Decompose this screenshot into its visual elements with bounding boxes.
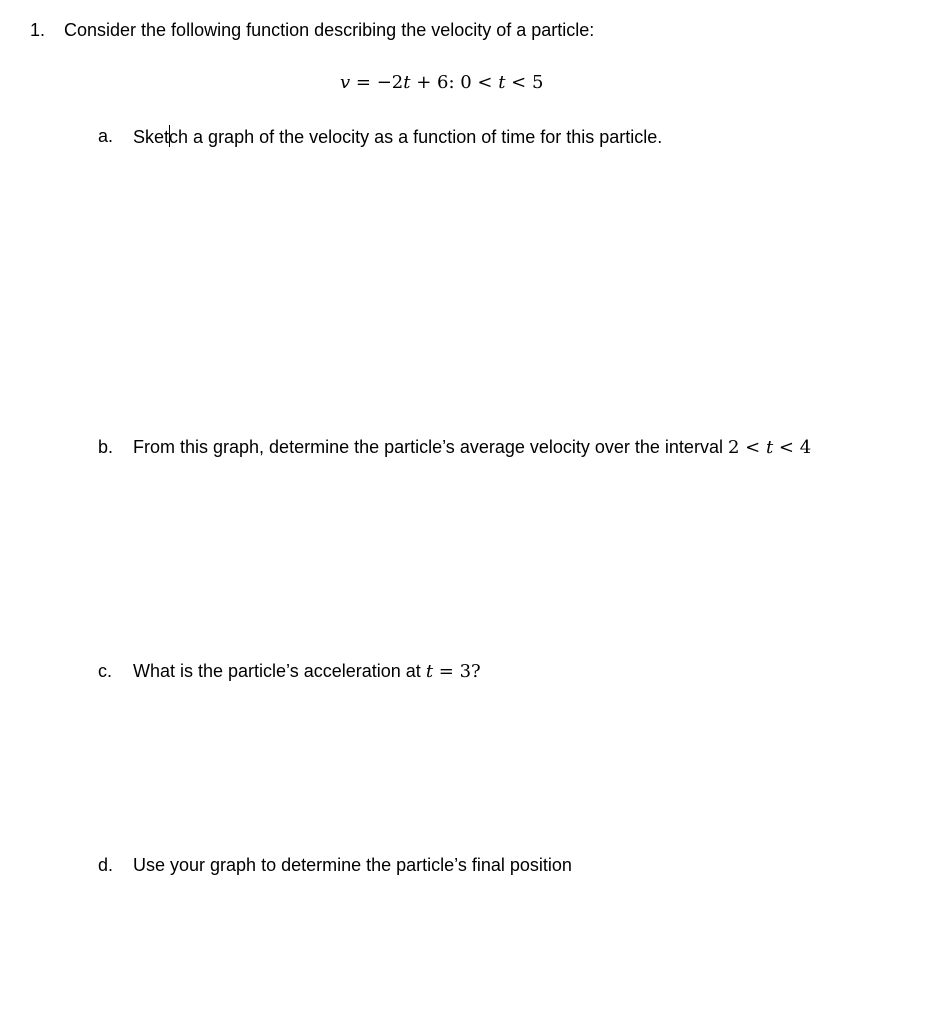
part-b-text-body: From this graph, determine the particle’s average velocity over the interval xyxy=(133,437,728,457)
part-d-text: Use your graph to determine the particle’s final position xyxy=(133,855,572,875)
part-c-text xyxy=(133,660,481,683)
part-c-text-body: What is the particle’s acceleration at xyxy=(133,661,426,681)
equation-end: < 5 xyxy=(505,72,544,93)
velocity-equation xyxy=(340,72,543,94)
question-number: 1. xyxy=(30,20,46,40)
part-c-math-post: = 3? xyxy=(433,661,481,682)
part-a-text xyxy=(133,125,662,148)
part-b-text xyxy=(133,436,811,459)
equation-var-v: v xyxy=(340,72,351,93)
equation-rhs: = −2 xyxy=(350,72,404,93)
part-c-math-var: t xyxy=(425,661,434,682)
part-b-math-var: t xyxy=(765,437,774,458)
part-a-label: a. xyxy=(98,126,114,146)
equation-var-t1: t xyxy=(403,72,411,93)
part-c-label: c. xyxy=(98,661,113,681)
part-a-text-start: Sket xyxy=(133,127,170,147)
part-d-label: d. xyxy=(98,855,114,875)
question-text: Consider the following function describing the velocity of a particle: xyxy=(64,20,595,40)
equation-mid: + 6: 0 < xyxy=(410,72,499,93)
part-a-text-end: ch a graph of the velocity as a function of time for this particle. xyxy=(169,127,663,147)
part-b-math-pre: 2 < xyxy=(727,437,766,458)
equation-var-t2: t xyxy=(498,72,506,93)
part-b-math-post: < 4 xyxy=(773,437,812,458)
part-b-label: b. xyxy=(98,437,114,457)
